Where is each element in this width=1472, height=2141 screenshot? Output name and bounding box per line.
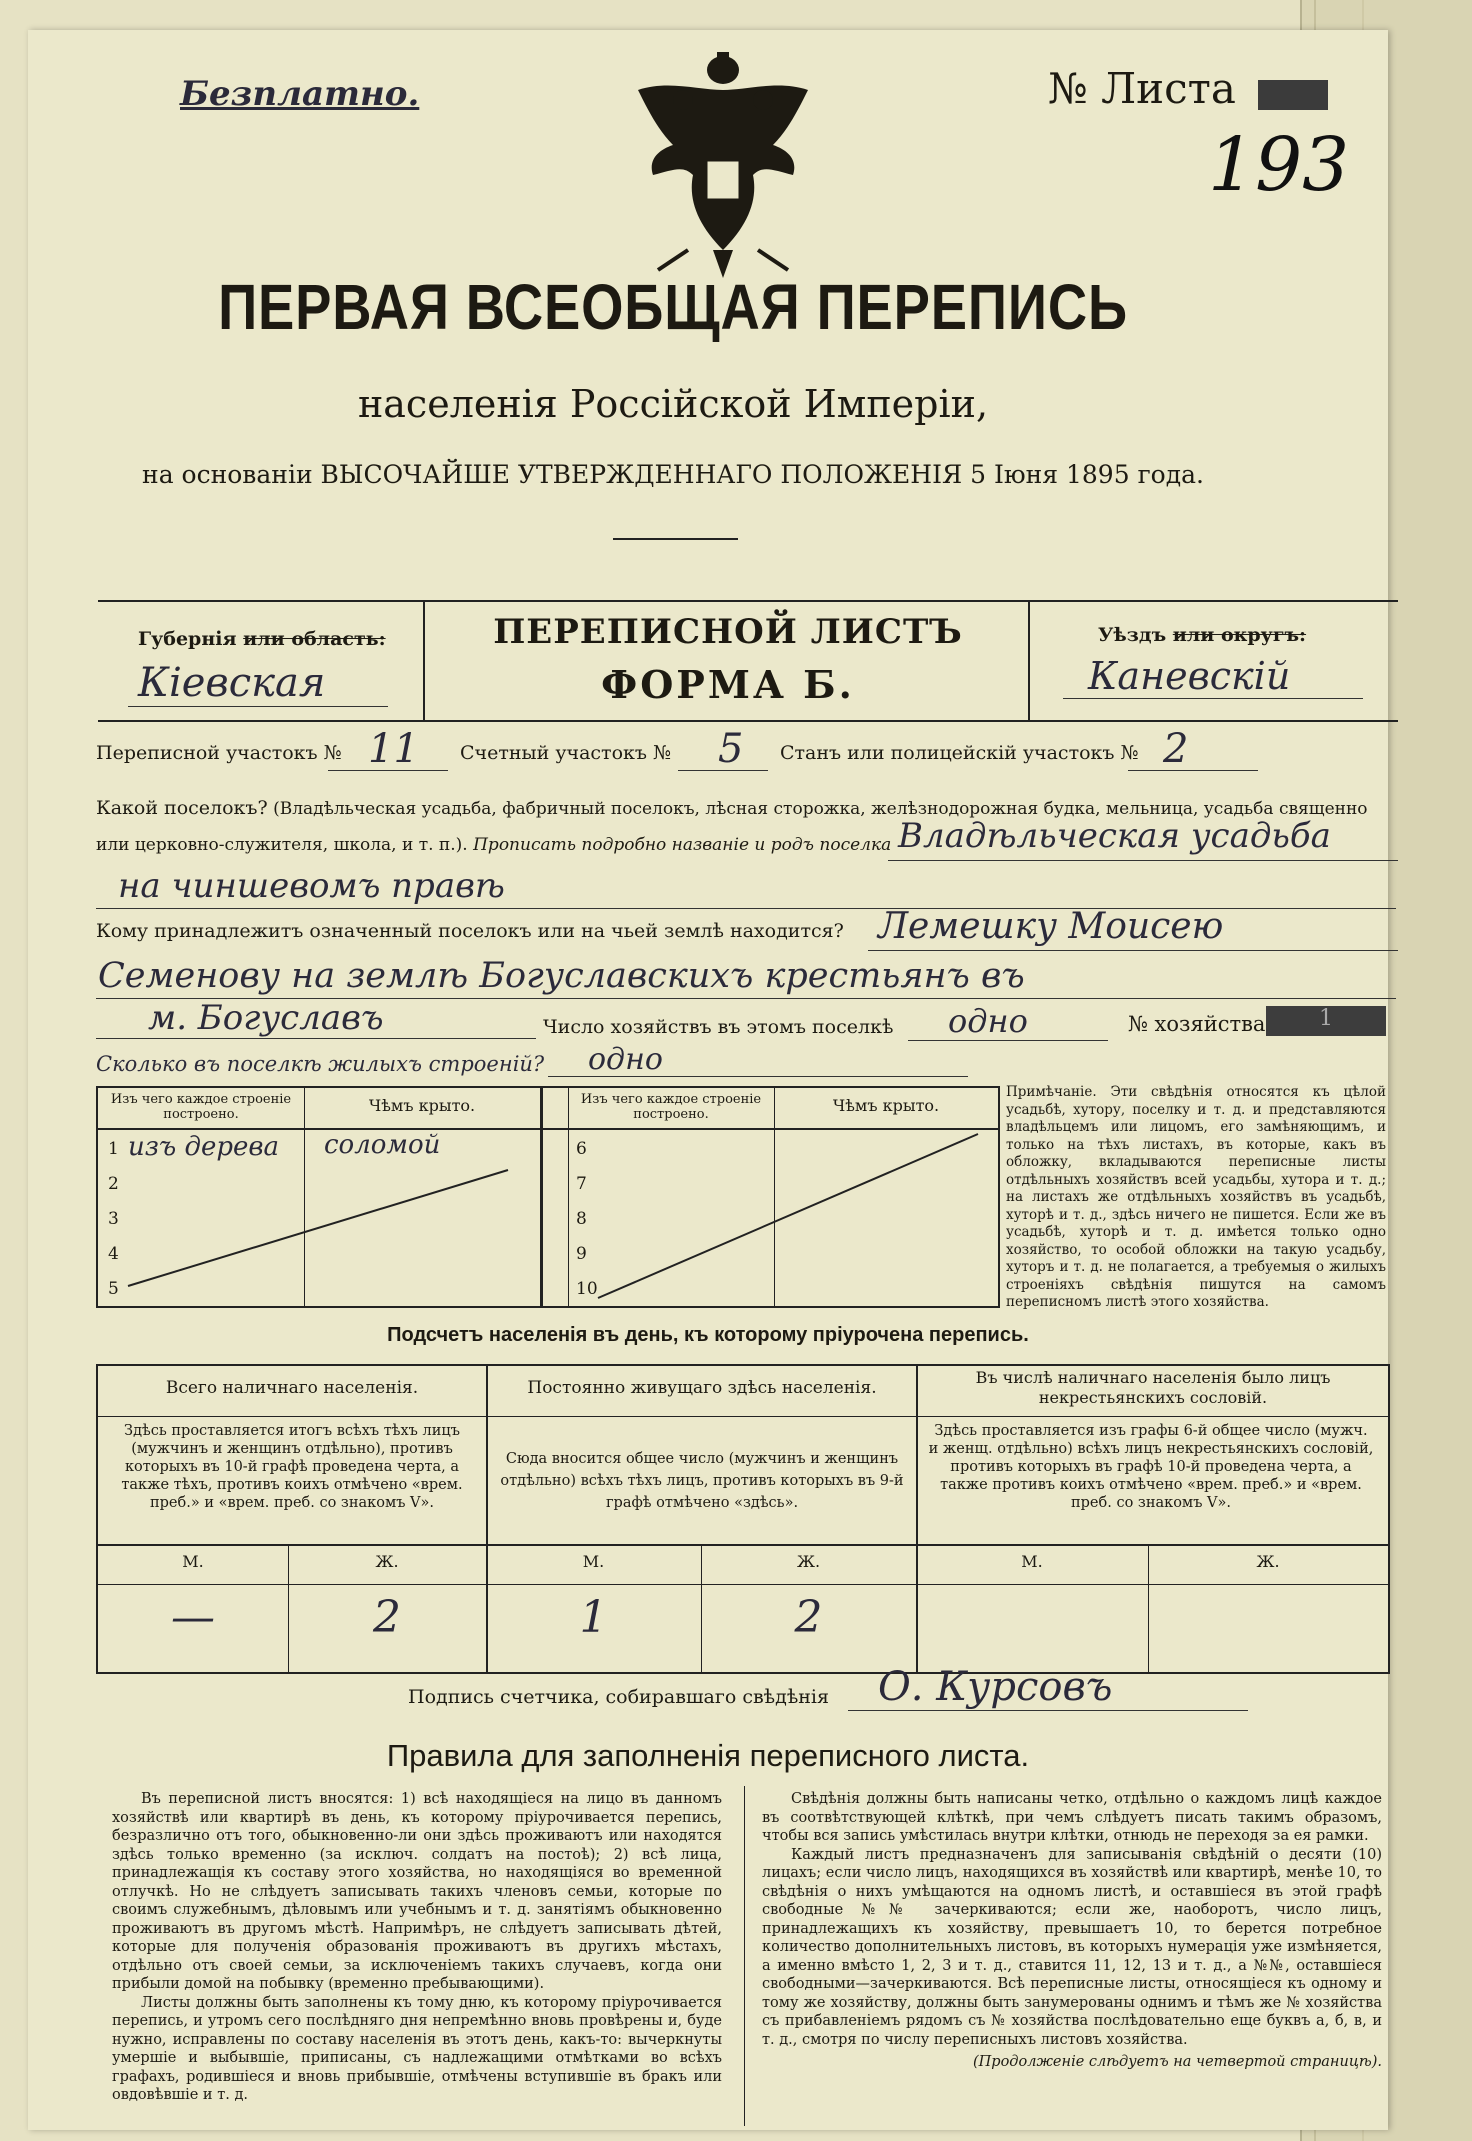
- note-text: Примѣчаніе. Эти свѣдѣнія относятся къ цѣлой усадьбѣ, хутору, поселку и т. д. и представляются владѣльцемъ или лицомъ, его замѣняющимъ, и только на тѣхъ листахъ, въ которые, какъ въ обложку, вкладываются переписные листы отдѣльныхъ хозяйствъ всей усадьбы, хутора и т. д.; на листахъ же отдѣльныхъ хозяйствъ въ усадьбѣ, хуторѣ и т. д., здѣсь ничего не пишется. Если же въ усадьбѣ, хуторѣ и т. д. имѣется только одно хозяйство, то особой обложки на такую усадьбу, хуторъ и т. д. не полагается, а требуемыя о жилыхъ строеніяхъ свѣдѣнія пишутся на самомъ переписномъ листѣ этого хозяйства.: [1006, 1084, 1386, 1310]
- count-district-value: 5: [718, 726, 744, 772]
- form-right-divider: [1028, 600, 1030, 720]
- households-underline: [908, 1040, 1108, 1041]
- rules-right-paragraph-2: Каждый листъ предназначенъ для записыванія свѣдѣній о десяти (10) лицахъ; если число лицъ, находящихся въ хозяйствѣ или квартирѣ, менѣе 10, то свѣдѣнія о нихъ умѣщаются на одномъ листѣ, и оставшіеся въ этой графѣ свободные №№ зачеркиваются; если же, наоборотъ, число лицъ, принадлежащихъ къ хозяйству, превышаетъ 10, то берется потребное количество дополнительныхъ листовъ, въ которыхъ нумерація уже измѣняется, а именно вмѣсто 1, 2, 3 и т. д., ставится 11, 12, 13 и т. д., а №№, оставшіеся свободными—зачеркиваются. Всѣ переписные листы, относящіеся къ одному и тому же хозяйству, должны быть занумерованы однимъ и тѣмъ же № хозяйства съ прибавленіемъ рядомъ съ № хозяйства послѣдовательно еще буквъ а, б, в, и т. д., смотря по числу переписныхъ листовъ хозяйства.: [762, 1846, 1382, 2048]
- page-subtitle: населенія Россійской Имперіи,: [357, 382, 989, 426]
- uezd-value: Каневскiй: [1088, 654, 1291, 698]
- gubernia-value: Кiевская: [138, 660, 326, 706]
- sheet-number-stamp: [1258, 80, 1328, 110]
- gubernia-label: Губернія или область:: [138, 628, 386, 650]
- pop-hline-2: [98, 1544, 1388, 1546]
- rules-right-paragraph-1: Свѣдѣнія должны быть написаны четко, отдѣльно о каждомъ лицѣ каждое въ соотвѣтствующей клѣткѣ, при чемъ слѣдуетъ писать такимъ образомъ, чтобы вся запись умѣстилась внутри клѣтки, отнюдь не переходя за ея рамки.: [762, 1791, 1382, 1844]
- row-number: 5: [108, 1279, 119, 1299]
- gubernia-underline: [128, 706, 388, 707]
- census-district-value: 11: [368, 726, 419, 772]
- rules-right-column: [762, 1790, 1382, 2072]
- pop-value-zh1: 2: [373, 1592, 401, 1643]
- pop-col1-title: Всего наличнаго населенія.: [165, 1378, 419, 1398]
- row-number: 3: [108, 1209, 119, 1229]
- row-number: 10: [576, 1279, 598, 1299]
- rules-left-paragraph-1: Въ переписной листъ вносятся: 1) всѣ находящіеся на лицо въ данномъ хозяйствѣ или квартирѣ въ день, къ которому пріурочивается перепись, безразлично отъ того, обыкновенно-ли они здѣсь проживаютъ или находятся здѣсь только временно (за исключ. солдатъ на постоѣ); 2) всѣ лица, принадлежащія къ составу этого хозяйства, но находящіяся во временной отлучкѣ. Но не слѣдуетъ записывать такихъ членовъ семьи, которые по своимъ служебнымъ, дѣловымъ или учебнымъ и т. д. занятіямъ обыкновенно проживаютъ въ другомъ мѣстѣ. Напримѣръ, не слѣдуетъ записывать дѣтей, которые для полученія образованія проживаютъ въ другихъ мѣстахъ, отдѣльно отъ своей семьи, за исключеніемъ такихъ случаевъ, когда они прибыли домой на побывку (временно пребывающими).: [112, 1791, 722, 1992]
- col-roof-header-left: Чѣмъ крыто.: [368, 1096, 476, 1115]
- col-material-header-left: Изъ чего каждое строеніе построено.: [110, 1092, 292, 1122]
- dash-strokes: [98, 1088, 998, 1306]
- pop-vline-2: [916, 1366, 918, 1672]
- form-left-divider: [423, 600, 425, 720]
- signature-value: О. Курсовъ: [878, 1664, 1113, 1710]
- households-label: Число хозяйствъ въ этомъ поселкѣ: [543, 1016, 894, 1038]
- pop-hline-1: [98, 1416, 1388, 1417]
- pop-value-zh2: 2: [794, 1592, 823, 1643]
- pop-col1-text: Здѣсь проставляется итогъ всѣхъ тѣхъ лицъ (мужчинъ и женщинъ отдѣльно), противъ которыхъ въ 10-й графѣ проведена черта, а также тѣхъ, противъ коихъ отмѣчено «врем. преб.» и «врем. преб. со знакомъ V».: [121, 1423, 463, 1511]
- pop-m-label-1: М.: [182, 1552, 204, 1571]
- owner-value-2: Семенову на землѣ Богуславскихъ крестьянъ въ: [98, 956, 1025, 996]
- census-district-underline: [328, 770, 448, 771]
- settlement-underline-1: [888, 860, 1398, 861]
- divider: [613, 538, 738, 540]
- basis-line: на основаніи ВЫСОЧАЙШЕ УТВЕРЖДЕННАГО ПОЛОЖЕНІЯ 5 Іюня 1895 года.: [142, 460, 1204, 489]
- population-table: [96, 1364, 1390, 1674]
- count-district-underline: [678, 770, 768, 771]
- form-top-rule: [98, 600, 1398, 602]
- household-no-label: № хозяйства: [1128, 1012, 1266, 1036]
- pop-col3-title: Въ числѣ наличнаго населенія было лицъ некрестьянскихъ сословій.: [975, 1368, 1331, 1407]
- owner-value-1: Лемешку Моисею: [878, 906, 1224, 947]
- settlement-question: Какой поселокъ? (Владѣльческая усадьба, фабричный поселокъ, лѣсная сторожка, желѣзнодорожная будка, мельница, усадьба священно или церковно-служителя, школа, и т. п.). Прописать подробно названіе и родъ поселка: [96, 797, 1368, 855]
- continued-note: (Продолженіе слѣдуетъ на четвертой страницѣ).: [972, 2054, 1382, 2070]
- row-number: 6: [576, 1139, 587, 1159]
- pop-value-m1: —: [171, 1592, 215, 1643]
- pop-value-m2: 1: [579, 1592, 608, 1643]
- uezd-label: Уѣздъ или округъ:: [1098, 624, 1307, 646]
- row-number: 9: [576, 1244, 587, 1264]
- census-district-label: Переписной участокъ №: [96, 742, 342, 764]
- row-number: 1: [108, 1139, 119, 1159]
- pop-col2-text: Сюда вносится общее число (мужчинъ и женщинъ отдѣльно) всѣхъ тѣхъ лицъ, противъ которыхъ въ 9-й графѣ отмѣчено «здѣсь».: [500, 1451, 904, 1511]
- pop-zh-label-1: Ж.: [375, 1552, 399, 1571]
- pop-m-label-2: М.: [582, 1552, 605, 1571]
- count-district-label: Счетный участокъ №: [460, 742, 671, 764]
- settlement-value-1: Владѣльческая усадьба: [898, 816, 1331, 856]
- buildings-table: [96, 1086, 1000, 1308]
- sheet-number-label: № Листа: [1048, 64, 1236, 113]
- free-label: Безплатно.: [180, 74, 420, 114]
- row-number: 4: [108, 1244, 119, 1264]
- population-title: Подсчетъ населенія въ день, къ которому пріурочена перепись.: [387, 1324, 1029, 1346]
- buildings-label: Сколько въ поселкѣ жилыхъ строеній?: [96, 1052, 545, 1076]
- owner-value-3: м. Богуславъ: [148, 998, 384, 1038]
- pop-hline-3: [98, 1584, 1388, 1585]
- col-material-header-right: Изъ чего каждое строеніе построено.: [580, 1092, 762, 1122]
- pop-zh-label-3: Ж.: [1256, 1552, 1280, 1571]
- buildings-underline: [548, 1076, 968, 1077]
- row-number: 7: [576, 1174, 587, 1194]
- pop-m-label-3: М.: [1021, 1552, 1043, 1571]
- row-number: 2: [108, 1174, 119, 1194]
- owner-underline-1: [868, 950, 1398, 951]
- double-headed-eagle-emblem: [628, 50, 818, 280]
- pop-zh-label-2: Ж.: [796, 1552, 821, 1571]
- col-roof-header-right: Чѣмъ крыто.: [832, 1096, 940, 1115]
- sheet-type-title: ПЕРЕПИСНОЙ ЛИСТЪ: [493, 612, 963, 652]
- stan-underline: [1128, 770, 1258, 771]
- owner-underline-3: [96, 1038, 536, 1039]
- sheet-number-value: 193: [1208, 122, 1350, 208]
- row-number: 8: [576, 1209, 587, 1229]
- pop-col3-text: Здѣсь проставляется изъ графы 6-й общее число (мужч. и женщ. отдѣльно) всѣхъ лицъ некрестьянскихъ сословій, противъ которыхъ въ графѣ 10-й проведена черта, а также противъ коихъ отмѣчено «врем. преб.» и «врем. преб. со знакомъ V».: [928, 1423, 1374, 1511]
- signature-label: Подпись счетчика, собиравшаго свѣдѣнія: [408, 1686, 829, 1708]
- page-title: ПЕРВАЯ ВСЕОБЩАЯ ПЕРЕПИСЬ: [218, 271, 1128, 343]
- buildings-value: одно: [588, 1042, 663, 1077]
- households-value: одно: [948, 1002, 1028, 1040]
- rules-title: Правила для заполненія переписного листа.: [386, 1738, 1030, 1773]
- row1-material: изъ дерева: [128, 1132, 280, 1162]
- owner-label: Кому принадлежитъ означенный поселокъ или на чьей землѣ находится?: [96, 920, 844, 942]
- rules-divider: [744, 1786, 745, 2126]
- settlement-value-2: на чиншевомъ правѣ: [118, 866, 505, 906]
- census-sheet: [28, 30, 1388, 2130]
- row1-roof: соломой: [324, 1130, 441, 1160]
- signature-underline: [848, 1710, 1248, 1711]
- pop-col2-title: Постоянно живущаго здѣсь населенія.: [527, 1378, 877, 1398]
- rules-left-column: [112, 1790, 722, 2105]
- form-bottom-rule: [98, 720, 1398, 722]
- rules-left-paragraph-2: Листы должны быть заполнены къ тому дню, къ которому пріурочивается перепись, и утромъ сего послѣдняго дня непремѣнно вновь провѣрены и, буде нужно, исправлены по составу населенія въ этотъ день, какъ-то: вычеркнуты умершіе и выбывшіе, приписаны, съ надлежащими отмѣтками во всѣхъ графахъ, родившіеся и вновь прибывшіе, отмѣчены вступившіе въ бракъ или овдовѣвшіе и т. д.: [112, 1994, 722, 2103]
- household-no-value: 1: [1266, 1006, 1386, 1036]
- form-title: ФОРМА Б.: [601, 662, 855, 707]
- uezd-underline: [1063, 698, 1363, 699]
- stan-label: Станъ или полицейскій участокъ №: [780, 742, 1139, 764]
- stan-value: 2: [1163, 726, 1189, 772]
